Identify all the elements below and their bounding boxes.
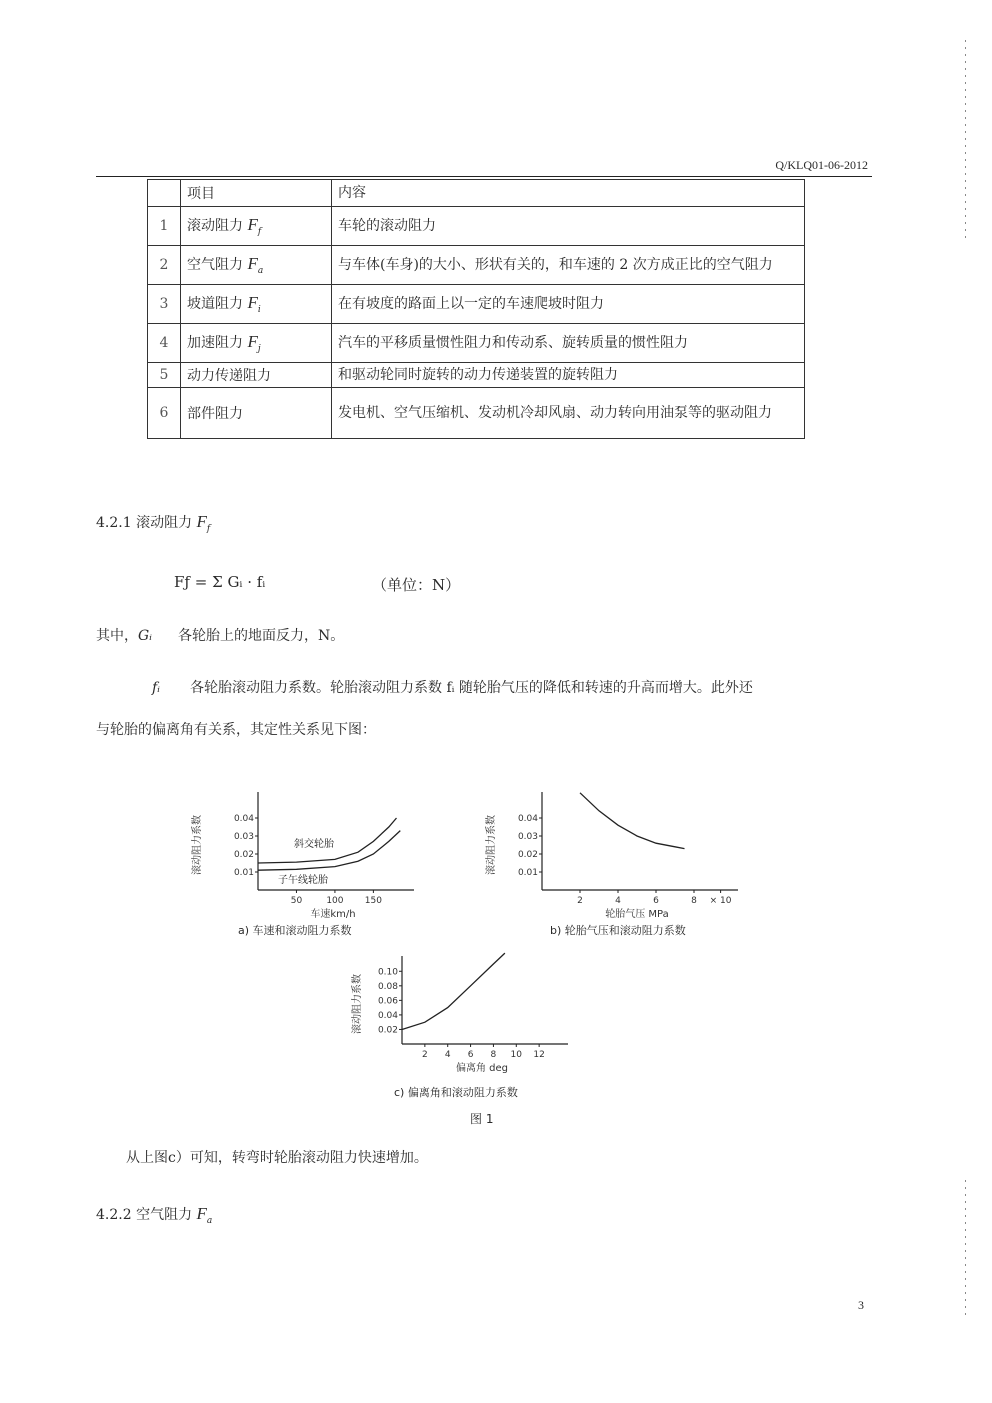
row-content: 发电机、空气压缩机、发动机冷却风扇、动力转向用油泵等的驱动阻力 <box>332 388 805 439</box>
y-axis-label: 滚动阻力系数 <box>486 815 497 875</box>
row-number: 4 <box>148 324 181 363</box>
x-tick-label: 8 <box>691 896 697 906</box>
margin-scan-dots <box>965 40 966 240</box>
section-heading-4-2-2: 4.2.2 空气阻力 $F_a$ <box>96 1204 213 1226</box>
resistance-table <box>147 179 805 439</box>
table-row <box>148 207 805 246</box>
x-tick-label: 2 <box>577 896 583 906</box>
y-tick-label: 0.08 <box>377 981 398 992</box>
x-tick-label: 10 <box>510 1050 523 1060</box>
row-item: 空气阻力 $F_a$ <box>181 246 332 285</box>
row-item: 滚动阻力 $F_f$ <box>181 207 332 246</box>
series-label: 子午线轮胎 <box>278 875 328 886</box>
row-content: 汽车的平移质量惯性阻力和传动系、旋转质量的惯性阻力 <box>332 324 805 363</box>
series-label: 斜交轮胎 <box>294 839 334 850</box>
header-rule <box>96 176 872 177</box>
chart-c-plot <box>350 953 568 1074</box>
y-tick-label: 0.06 <box>377 996 398 1007</box>
row-number: 3 <box>148 285 181 324</box>
y-tick-label: 0.04 <box>517 814 538 824</box>
x-tick-label: × 10 <box>709 896 732 906</box>
margin-scan-dots <box>965 1180 966 1320</box>
x-axis-label: 车速km/h <box>310 909 356 920</box>
x-tick-label: 12 <box>533 1050 545 1060</box>
x-tick-label: 6 <box>653 896 659 906</box>
row-item: 部件阻力 <box>181 388 332 439</box>
table-row <box>148 388 805 439</box>
fi-definition-cont: 与轮胎的偏离角有关系，其定性关系见下图： <box>96 722 376 738</box>
x-axis-label: 轮胎气压 MPa <box>605 909 669 920</box>
y-tick-label: 0.02 <box>377 1025 398 1036</box>
column-header-item: 项目 <box>181 180 332 207</box>
row-content: 与车体(车身)的大小、形状有关的，和车速的 2 次方成正比的空气阻力 <box>332 246 805 285</box>
x-tick-label: 6 <box>467 1050 474 1060</box>
y-tick-label: 0.10 <box>377 967 398 978</box>
chart-c-caption: c) 偏离角和滚动阻力系数 <box>394 1086 518 1099</box>
y-tick-label: 0.01 <box>233 868 254 878</box>
chart-c-slip-angle <box>346 948 586 1088</box>
y-tick-label: 0.03 <box>233 832 254 842</box>
chart-a-plot <box>190 792 414 920</box>
x-tick-label: 2 <box>421 1050 428 1060</box>
row-content: 和驱动轮同时旋转的动力传递装置的旋转阻力 <box>332 363 805 388</box>
document-code: Q/KLQ01-06-2012 <box>775 158 868 172</box>
y-tick-label: 0.01 <box>517 868 538 878</box>
chart-a-caption: a) 车速和滚动阻力系数 <box>238 924 352 937</box>
chart-a-speed <box>186 780 426 940</box>
row-number: 5 <box>148 363 181 388</box>
y-tick-label: 0.04 <box>377 1010 398 1021</box>
conclusion-text: 从上图c）可知，转弯时轮胎滚动阻力快速增加。 <box>126 1150 428 1166</box>
chart-b-pressure <box>482 780 762 940</box>
row-number: 6 <box>148 388 181 439</box>
series-line <box>402 953 505 1029</box>
where-line: 其中，Gᵢ 各轮胎上的地面反力，N。 <box>96 628 345 644</box>
table-row <box>148 285 805 324</box>
table-header-row <box>148 180 805 207</box>
formula-unit: （单位：N） <box>372 576 461 594</box>
table-row <box>148 363 805 388</box>
section-heading-4-2-1: 4.2.1 滚动阻力 $F_f$ <box>96 512 211 534</box>
fi-definition: fᵢ 各轮胎滚动阻力系数。轮胎滚动阻力系数 fᵢ 随轮胎气压的降低和转速的升高而增大。此外还 <box>152 680 753 696</box>
chart-b-plot <box>484 792 738 920</box>
x-tick-label: 4 <box>615 896 621 906</box>
row-item: 动力传递阻力 <box>181 363 332 388</box>
row-number: 1 <box>148 207 181 246</box>
y-axis-label: 滚动阻力系数 <box>352 974 363 1034</box>
table-row <box>148 324 805 363</box>
x-tick-label: 8 <box>490 1050 497 1060</box>
column-header-content: 内容 <box>332 180 805 207</box>
formula-rolling-resistance: Fƒ = Σ Gᵢ · fᵢ <box>174 573 266 591</box>
y-axis-label: 滚动阻力系数 <box>192 815 203 875</box>
y-tick-label: 0.02 <box>233 850 254 860</box>
figure-caption: 图 1 <box>470 1112 494 1126</box>
row-content: 在有坡度的路面上以一定的车速爬坡时阻力 <box>332 285 805 324</box>
row-content: 车轮的滚动阻力 <box>332 207 805 246</box>
row-number: 2 <box>148 246 181 285</box>
y-tick-label: 0.04 <box>233 814 254 824</box>
row-item: 坡道阻力 $F_i$ <box>181 285 332 324</box>
x-tick-label: 50 <box>290 896 303 906</box>
x-tick-label: 150 <box>364 896 382 906</box>
x-tick-label: 100 <box>326 896 344 906</box>
x-axis-label: 偏离角 deg <box>455 1063 509 1074</box>
x-tick-label: 4 <box>444 1050 451 1060</box>
row-item: 加速阻力 $F_j$ <box>181 324 332 363</box>
y-tick-label: 0.02 <box>517 850 538 860</box>
series-line <box>580 793 685 849</box>
chart-b-caption: b) 轮胎气压和滚动阻力系数 <box>550 924 686 937</box>
page-number: 3 <box>858 1298 864 1312</box>
y-tick-label: 0.03 <box>517 832 538 842</box>
table-row <box>148 246 805 285</box>
